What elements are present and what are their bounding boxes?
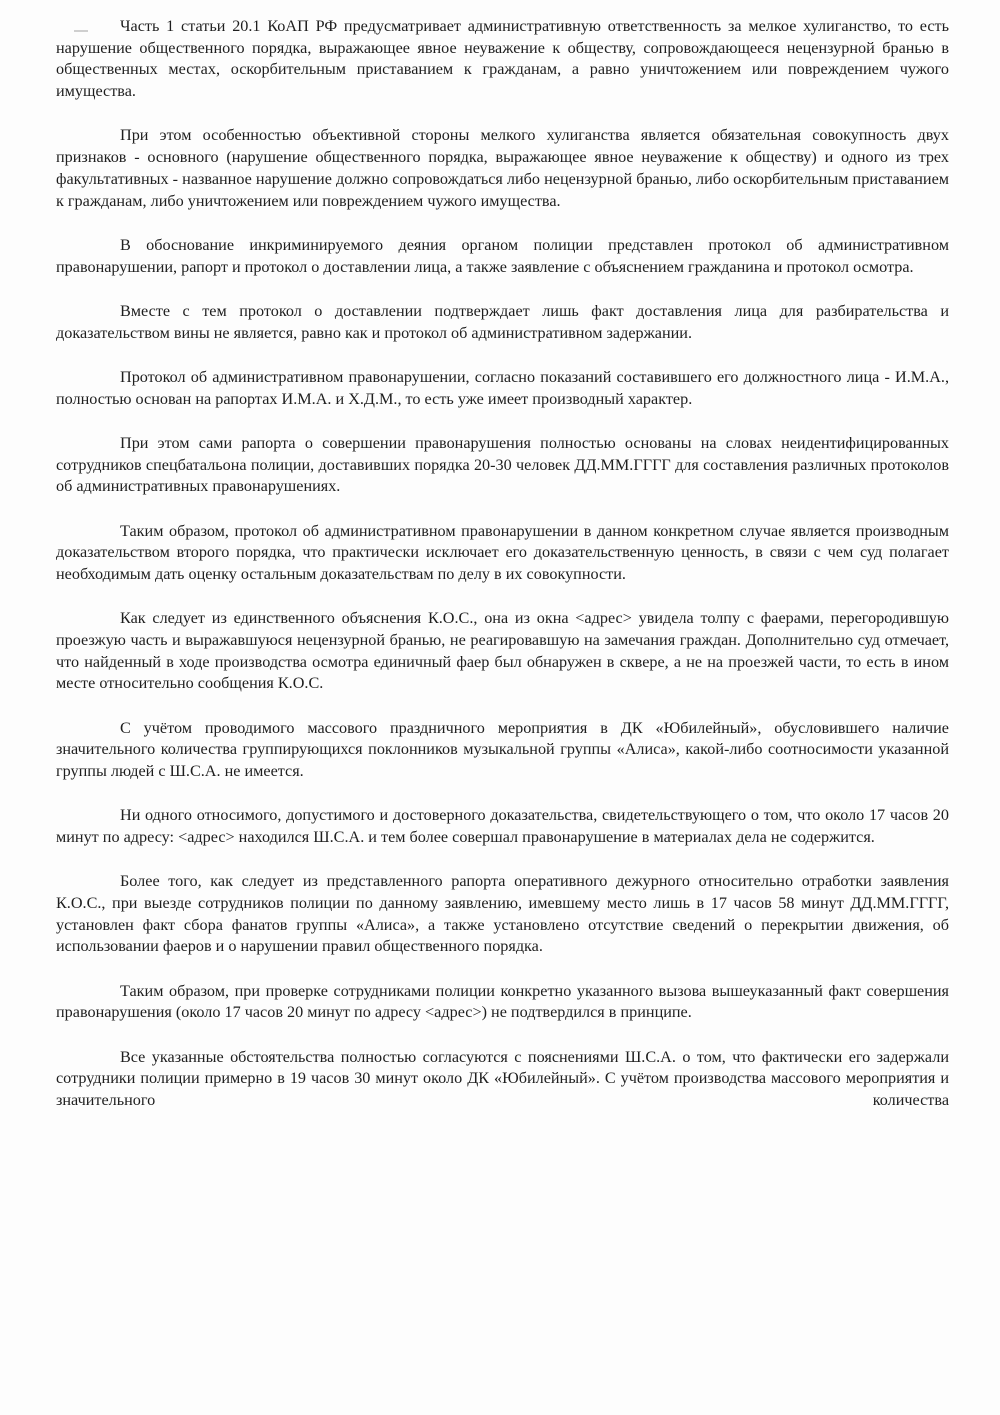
paragraph-5: Протокол об административном правонарушении, согласно показаний составившего его должностного лица - И.М.А., полностью основан на рапортах И.М.А. и Х.Д.М., то есть уже имеет производный характер.	[56, 367, 949, 408]
paragraph-9: С учётом проводимого массового праздничного мероприятия в ДК «Юбилейный», обусловившего наличие значительного количества группирующихся поклонников музыкальной группы «Алиса», какой-либо соотносимости указанной группы людей с Ш.С.А. не имеется.	[56, 718, 949, 781]
paragraph-4: Вместе с тем протокол о доставлении подтверждает лишь факт доставления лица для разбирательства и доказательством вины не является, равно как и протокол об административном задержании.	[56, 301, 949, 342]
paragraph-11: Более того, как следует из представленного рапорта оперативного дежурного относительно отработки заявления К.О.С., при выезде сотрудников полиции по данному заявлению, имевшему место лишь в 17 часов 58 минут ДД.ММ.ГГГГ, установлен факт сбора фанатов группы «Алиса», а также установлено отсутствие сведений о перекрытии движения, об использовании фаеров и о нарушении правил общественного порядка.	[56, 872, 949, 956]
paragraph-2: При этом особенностью объективной стороны мелкого хулиганства является обязательная совокупность двух признаков - основного (нарушение общественного порядка, выражающее явное неуважение к обществу) и одного из трех факультативных - названное нарушение должно сопровождаться либо нецензурной бранью, либо оскорбительным приставанием к гражданам, либо уничтожением или повреждением чужого имущества.	[56, 126, 949, 210]
paragraph-8: Как следует из единственного объяснения К.О.С., она из окна <адрес> увидела толпу с фаерами, перегородившую проезжую часть и выражавшуюся нецензурной бранью, не реагировавшую на замечания граждан. Дополнительно суд отмечает, что найденный в ходе производства осмотра единичный фаер был обнаружен в сквере, а не на проезжей части, то есть в ином месте относительно сообщения К.О.С.	[56, 609, 949, 693]
paragraph-1: Часть 1 статьи 20.1 КоАП РФ предусматривает административную ответственность за мелкое хулиганство, то есть нарушение общественного порядка, выражающее явное неуважение к обществу, сопровождающееся нецензурной бранью в общественных местах, оскорбительным приставанием к гражданам, а равно уничтожением или повреждением чужого имущества.	[56, 17, 949, 101]
paragraph-13: Все указанные обстоятельства полностью согласуются с пояснениями Ш.С.А. о том, что фактически его задержали сотрудники полиции примерно в 19 часов 30 минут около ДК «Юбилейный». С учётом производства массового мероприятия и значительного количества	[56, 1047, 949, 1110]
paragraph-12: Таким образом, при проверке сотрудниками полиции конкретно указанного вызова вышеуказанный факт совершения правонарушения (около 17 часов 20 минут по адресу <адрес>) не подтвердился в принципе.	[56, 981, 949, 1022]
document-body	[56, 16, 949, 1112]
paragraph-10: Ни одного относимого, допустимого и достоверного доказательства, свидетельствующего о том, что около 17 часов 20 минут по адресу: <адрес> находился Ш.С.А. и тем более совершал правонарушение в материалах дела не содержится.	[56, 806, 949, 847]
paragraph-6: При этом сами рапорта о совершении правонарушения полностью основаны на словах неидентифицированных сотрудников спецбатальона полиции, доставивших порядка 20-30 человек ДД.ММ.ГГГГ для составления различных протоколов об административных правонарушениях.	[56, 433, 949, 496]
paragraph-7: Таким образом, протокол об административном правонарушении в данном конкретном случае является производным доказательством второго порядка, что практически исключает его доказательственную ценность, в связи с чем суд полагает необходимым дать оценку остальным доказательствам по делу в их совокупности.	[56, 521, 949, 583]
paragraph-3: В обоснование инкриминируемого деяния органом полиции представлен протокол об административном правонарушении, рапорт и протокол о доставлении лица, а также заявление с объяснением гражданина и протокол осмотра.	[56, 235, 949, 276]
